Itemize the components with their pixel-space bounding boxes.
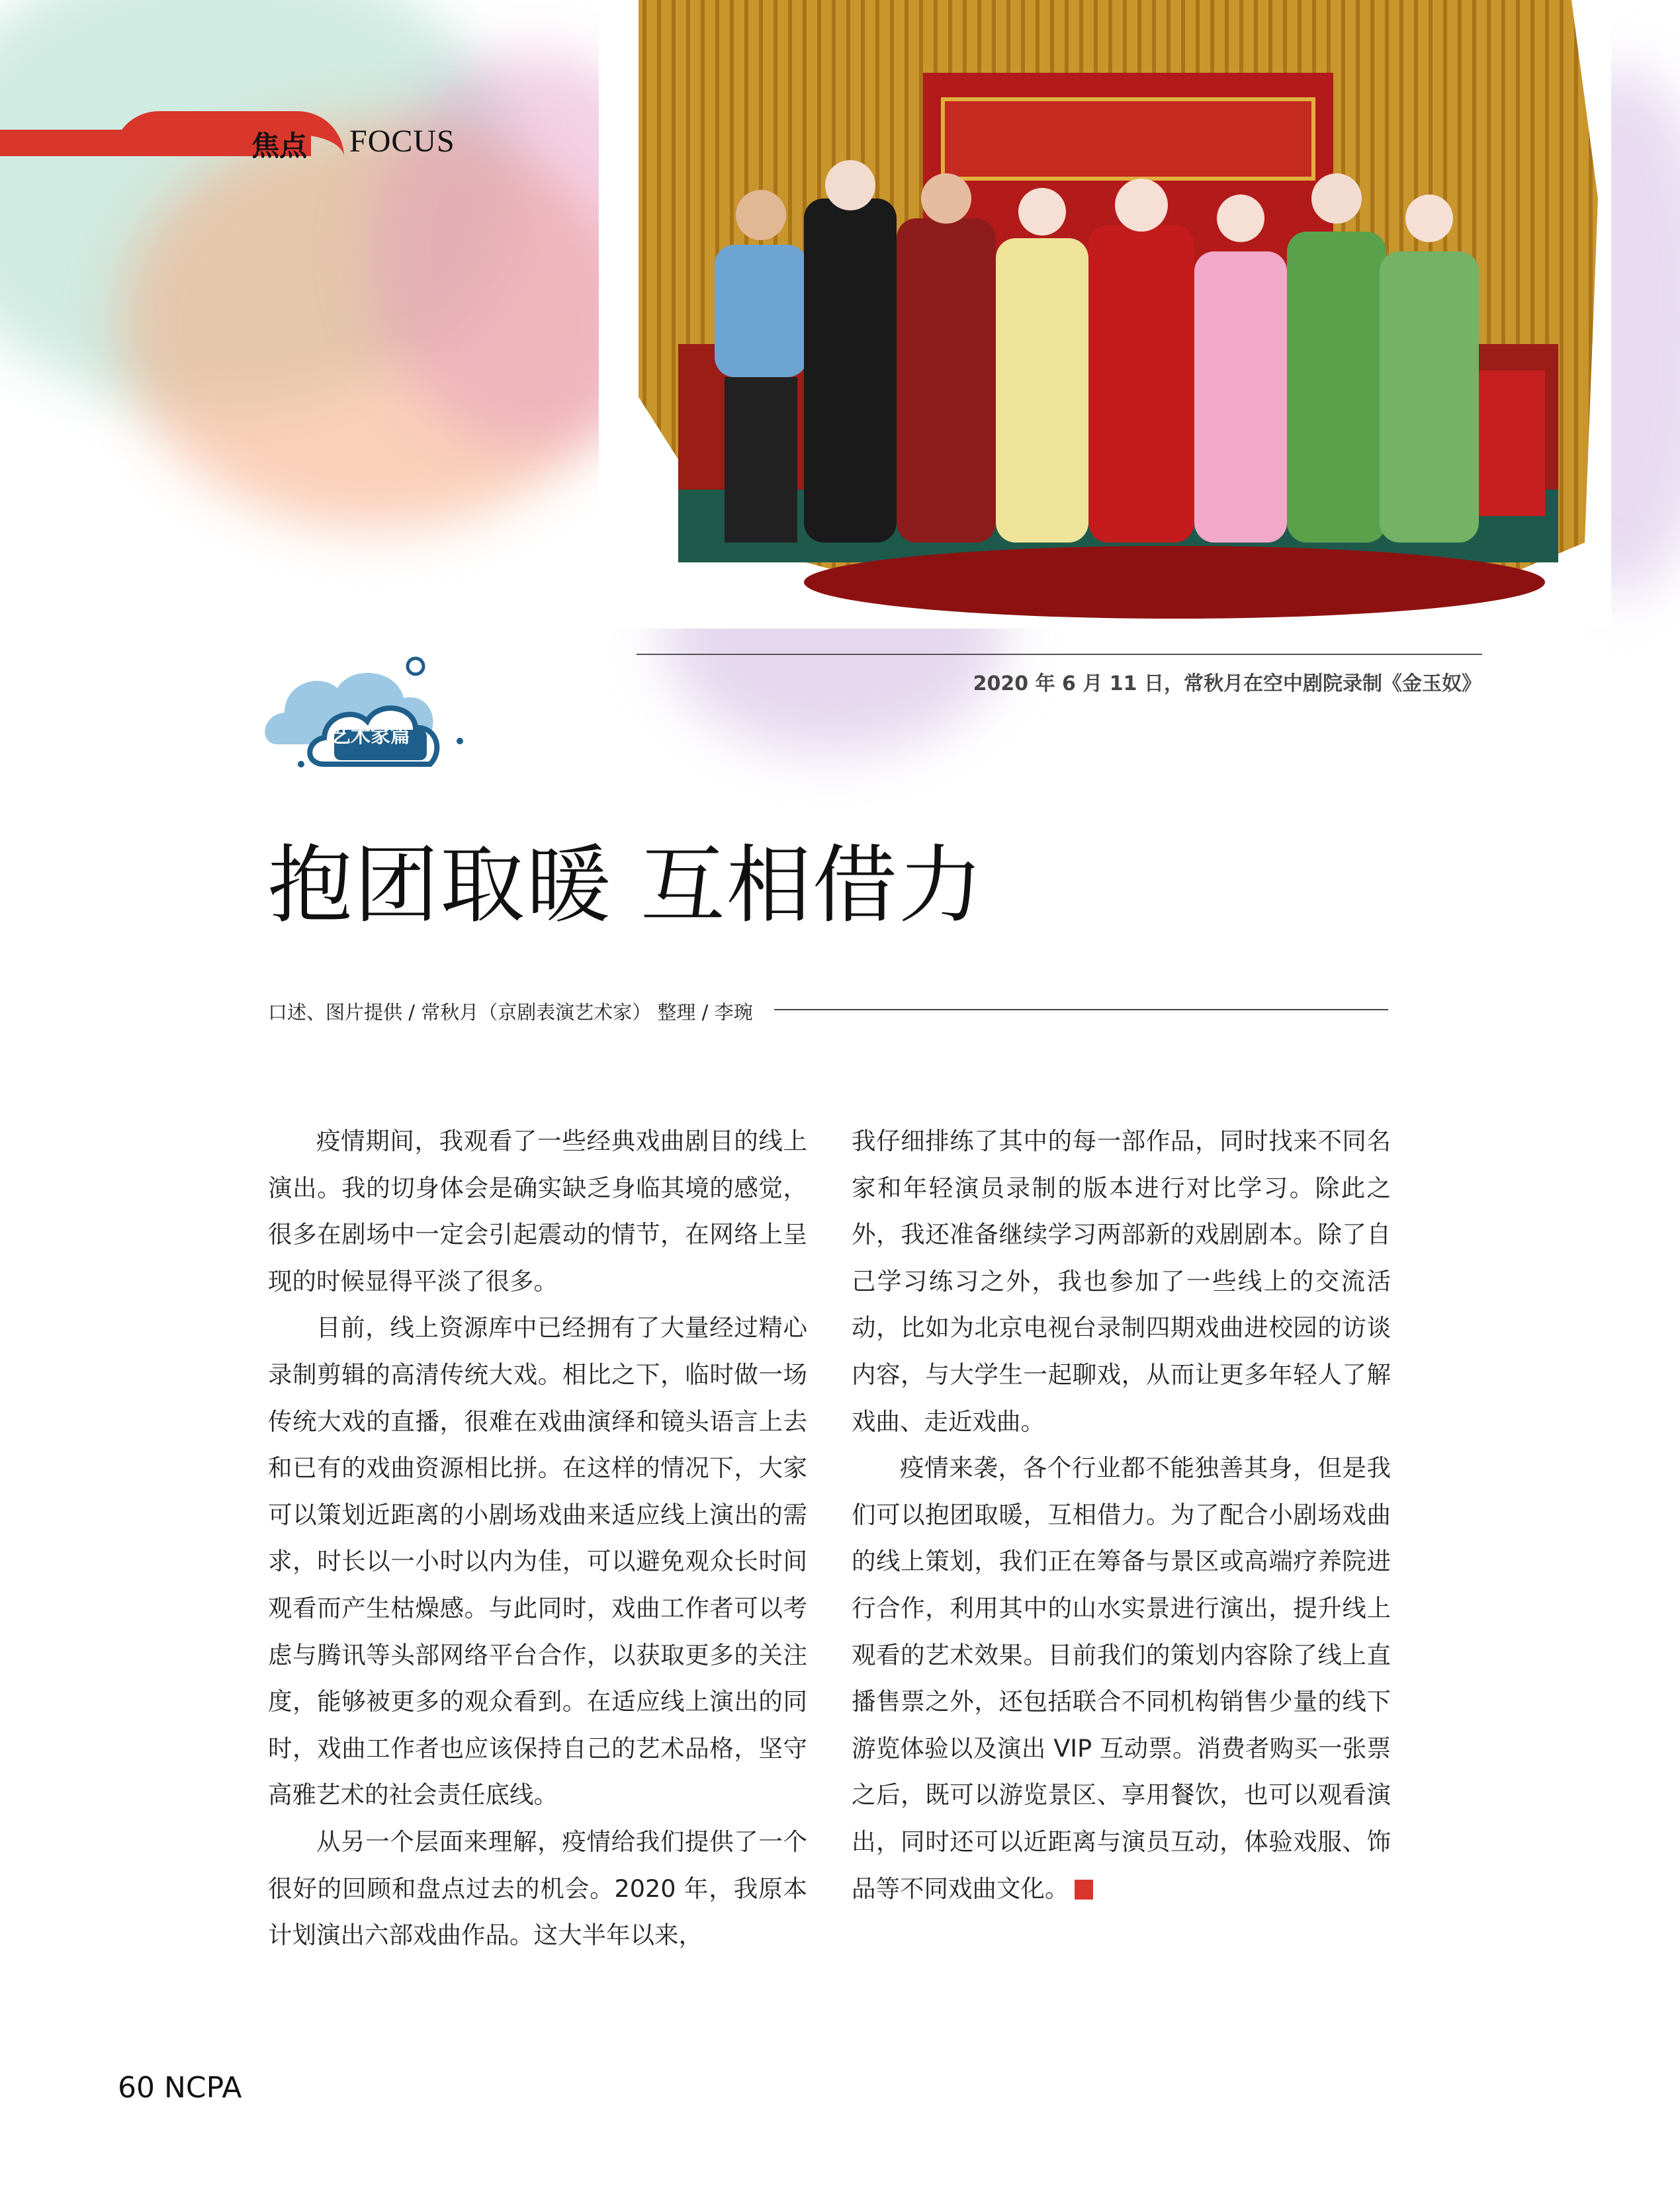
paragraph: 从另一个层面来理解，疫情给我们提供了一个很好的回顾和盘点过去的机会。2020 年，我原本计划演出六部戏曲作品。这大半年以来， (268, 1827, 807, 1950)
section-label-cn: 焦点 (251, 130, 308, 162)
paragraph: 目前，线上资源库中已经拥有了大量经过精心录制剪辑的高清传统大戏。相比之下，临时做一场传统大戏的直播，很难在戏曲演绎和镜头语言上去和已有的戏曲资源相比拼。在这样的情况下，大家可以策划近距离的小剧场戏曲来适应线上演出的需求，时长以一小时以内为佳，可以避免观众长时间观看而产生枯燥感。与此同时，戏曲工作者可以考虑与腾讯等头部网络平台合作，以获取更多的关注度，能够被更多的观众看到。在适应线上演出的同时，戏曲工作者也应该保持自己的艺术品格，坚守高雅艺术的社会责任底线。 (268, 1313, 807, 1810)
section-red-arc (112, 111, 344, 157)
section-label-en: FOCUS (349, 124, 455, 159)
byline: 口述、图片提供 / 常秋月（京剧表演艺术家） 整理 / 李琬 (268, 1001, 753, 1024)
badge-label: 艺术家篇 (331, 724, 410, 748)
paragraph: 疫情期间，我观看了一些经典戏曲剧目的线上演出。我的切身体会是确实缺乏身临其境的感觉，很多在剧场中一定会引起震动的情节，在网络上呈现的时候显得平淡了很多。 (268, 1127, 807, 1295)
body-column-left (268, 1118, 807, 1959)
page-folio: 60 NCPA (118, 2071, 242, 2105)
paragraph-text: 疫情来袭，各个行业都不能独善其身，但是我们可以抱团取暖，互相借力。为了配合小剧场戏曲的线上策划，我们正在筹备与景区或高端疗养院进行合作，利用其中的山水实景进行演出，提升线上观看的艺术效果。目前我们的策划内容除了线上直播售票之外，还包括联合不同机构销售少量的线下游览体验以及演出 VIP 互动票。消费者购买一张票之后，既可以游览景区、享用餐饮，也可以观看演出，同时还可以近距离与演员互动，体验戏服、饰品等不同戏曲文化。 (852, 1454, 1391, 1903)
body-column-right (852, 1118, 1391, 1912)
article-title: 抱团取暖 互相借力 (268, 836, 985, 935)
byline-rule (774, 1009, 1388, 1010)
paragraph-last (852, 1445, 1391, 1912)
end-mark-icon: NCPA (1075, 1880, 1093, 1900)
paragraph: 我仔细排练了其中的每一部作品，同时找来不同名家和年轻演员录制的版本进行对比学习。除此之外，我还准备继续学习两部新的戏剧剧本。除了自己学习练习之外，我也参加了一些线上的交流活动，比如为北京电视台录制四期戏曲进校园的访谈内容，与大学生一起聊戏，从而让更多年轻人了解戏曲、走近戏曲。 (852, 1127, 1391, 1436)
cloud-icon (265, 652, 476, 777)
photo-caption: 2020 年 6 月 11 日，常秋月在空中剧院录制《金玉奴》 (973, 672, 1481, 695)
opera-stage-photo-icon (599, 0, 1611, 629)
stage-photo (599, 0, 1611, 629)
caption-rule (637, 654, 1482, 655)
